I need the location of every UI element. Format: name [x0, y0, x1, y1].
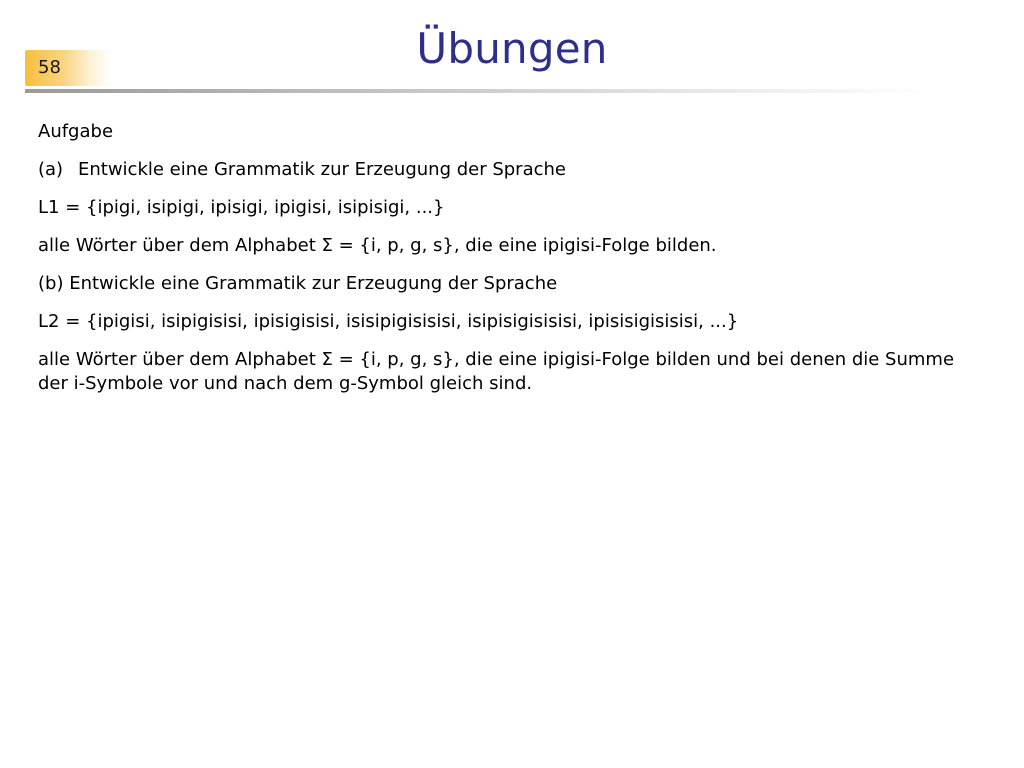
slide-content: [38, 120, 988, 396]
slide-number: 58: [38, 57, 61, 78]
task-a-text: Entwickle eine Grammatik zur Erzeugung der Sprache: [78, 159, 566, 180]
task-b-language: L2 = {ipigisi, isipigisisi, ipisigisisi, isisipigisisisi, isipisigisisisi, ipisisigisisisi, ...}: [38, 311, 739, 332]
slide-title: Übungen: [416, 24, 608, 73]
task-a-instruction: [38, 158, 988, 182]
title-divider: [25, 89, 930, 93]
task-a-language: L1 = {ipigi, isipigi, ipisigi, ipigisi, isipisigi, ...}: [38, 197, 445, 218]
task-a-description: alle Wörter über dem Alphabet Σ = {i, p, g, s}, die eine ipigisi-Folge bilden.: [38, 235, 717, 256]
task-heading: Aufgabe: [38, 121, 114, 142]
task-a-marker: (a): [38, 159, 64, 180]
task-b-instruction: (b) Entwickle eine Grammatik zur Erzeugung der Sprache: [38, 273, 558, 294]
task-b-description: alle Wörter über dem Alphabet Σ = {i, p, g, s}, die eine ipigisi-Folge bilden und bei denen die Summe der i-Symbole vor und nach dem g-Symbol gleich sind.: [38, 349, 955, 394]
